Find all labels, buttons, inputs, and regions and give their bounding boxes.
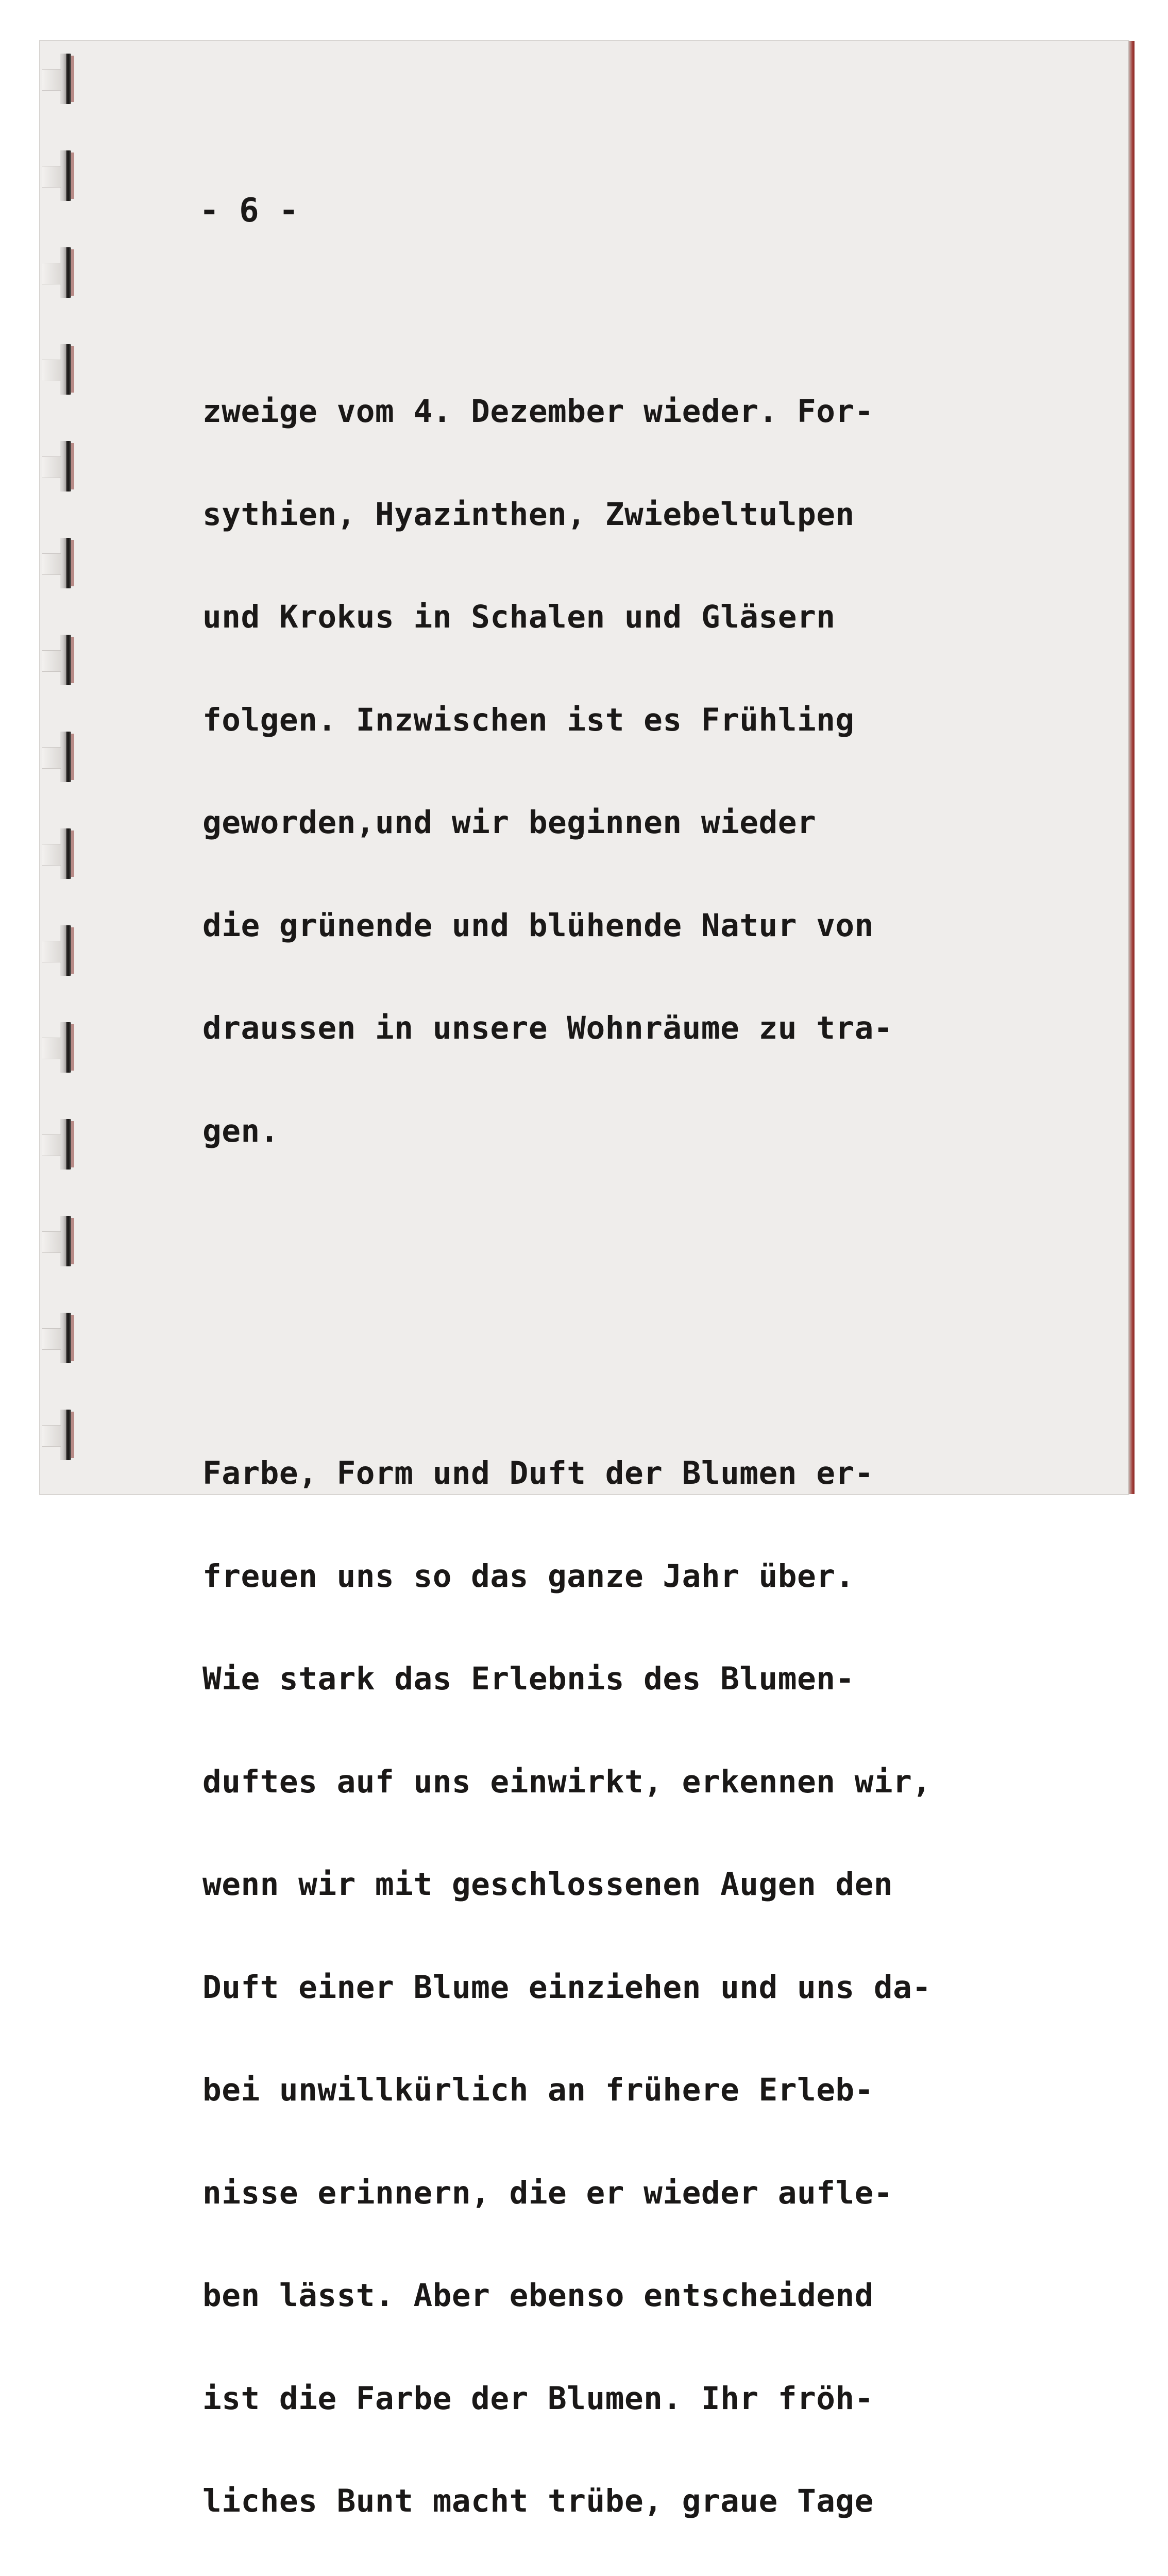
text-line: sythien, Hyazinthen, Zwiebeltulpen — [202, 496, 855, 533]
binding-ring — [60, 247, 71, 298]
red-cover-edge — [1128, 41, 1135, 1494]
text-line: ist die Farbe der Blumen. Ihr fröh- — [202, 2380, 874, 2417]
spiral-binding — [40, 41, 87, 1494]
binding-ring — [60, 828, 71, 879]
text-line: folgen. Inzwischen ist es Frühling — [202, 701, 855, 738]
binding-ring — [60, 54, 71, 104]
text-line: gen. — [202, 1112, 279, 1149]
text-line: die grünende und blühende Natur von — [202, 907, 874, 944]
paragraph-2 — [202, 1388, 1078, 2576]
text-line: ben lässt. Aber ebenso entscheidend — [202, 2277, 874, 2314]
text-line: und Krokus in Schalen und Gläsern — [202, 599, 836, 635]
text-line: Farbe, Form und Duft der Blumen er- — [202, 1455, 874, 1492]
text-line: freuen uns so das ganze Jahr über. — [202, 1557, 855, 1595]
binding-ring — [60, 1313, 71, 1363]
binding-ring — [60, 1410, 71, 1460]
binding-ring — [60, 1216, 71, 1266]
text-line: draussen in unsere Wohnräume zu tra- — [202, 1010, 893, 1046]
text-line: liches Bunt macht trübe, graue Tage — [202, 2483, 874, 2519]
binding-ring — [60, 150, 71, 201]
binding-ring — [60, 441, 71, 492]
paragraph-1 — [202, 326, 1078, 1217]
binding-ring — [60, 1022, 71, 1073]
binding-ring — [60, 732, 71, 782]
page-number: - 6 - — [199, 192, 299, 230]
text-line: zweige vom 4. Dezember wieder. For- — [202, 393, 874, 430]
text-line: bei unwillkürlich an frühere Erleb- — [202, 2072, 874, 2108]
text-line: geworden,und wir beginnen wieder — [202, 804, 817, 841]
text-line: nisse erinnern, die er wieder aufle- — [202, 2174, 893, 2211]
text-line: Duft einer Blume einziehen und uns da- — [202, 1969, 932, 2006]
paragraph-gap — [202, 1285, 1078, 1319]
binding-ring — [60, 1119, 71, 1170]
body-text — [202, 258, 1078, 2576]
binding-ring — [60, 538, 71, 588]
text-line: Wie stark das Erlebnis des Blumen- — [202, 1660, 855, 1697]
text-line: duftes auf uns einwirkt, erkennen wir, — [202, 1763, 932, 1800]
binding-ring — [60, 344, 71, 395]
binding-ring — [60, 925, 71, 976]
binding-ring — [60, 635, 71, 685]
text-line: wenn wir mit geschlossenen Augen den — [202, 1866, 893, 1903]
